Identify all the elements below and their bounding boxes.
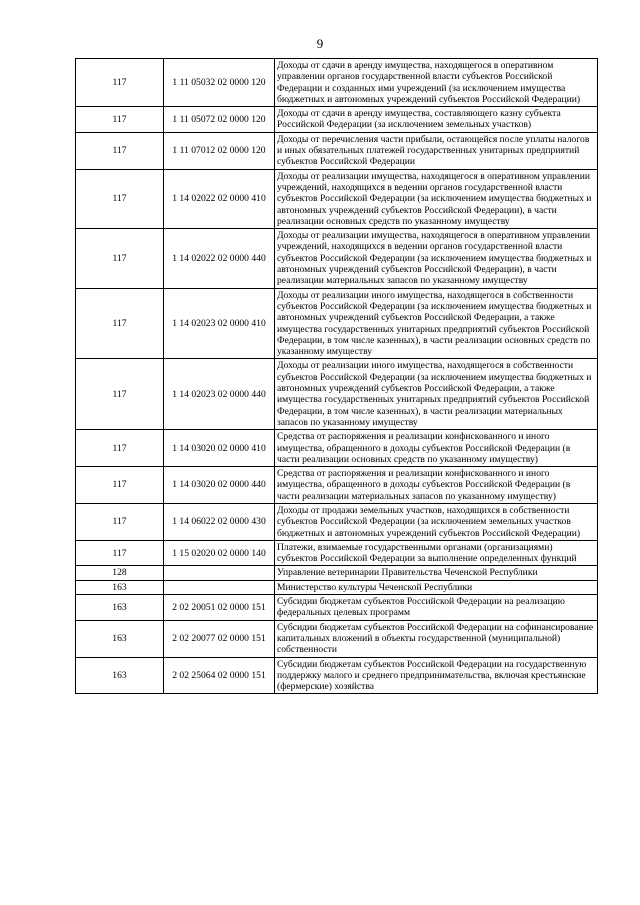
revenue-code-cell: 1 14 03020 02 0000 410 (164, 430, 275, 467)
revenue-code-cell: 2 02 20077 02 0000 151 (164, 620, 275, 657)
revenue-code-cell: 1 15 02020 02 0000 140 (164, 540, 275, 566)
table-row (76, 620, 598, 657)
table-row (76, 132, 598, 169)
admin-code-cell: 163 (76, 580, 164, 594)
revenue-code-cell: 1 11 05072 02 0000 120 (164, 107, 275, 133)
table-row (76, 107, 598, 133)
admin-code-cell: 117 (76, 359, 164, 430)
revenue-code-cell: 1 14 02022 02 0000 440 (164, 229, 275, 288)
admin-code-cell: 117 (76, 467, 164, 504)
revenue-code-cell: 1 11 05032 02 0000 120 (164, 59, 275, 107)
table-row (76, 430, 598, 467)
table-row (76, 503, 598, 540)
revenue-name-cell: Средства от распоряжения и реализации конфискованного и иного имущества, обращенного в доходы субъектов Российской Федерации (в части реализации основных средств по указанному имуществу) (275, 430, 598, 467)
table-row (76, 467, 598, 504)
table-row (76, 359, 598, 430)
table-row (76, 566, 598, 580)
revenue-code-cell: 1 14 02023 02 0000 440 (164, 359, 275, 430)
revenue-name-cell: Министерство культуры Чеченской Республики (275, 580, 598, 594)
revenue-name-cell: Доходы от перечисления части прибыли, остающейся после уплаты налогов и иных обязательных платежей государственных унитарных предприятий субъектов Российской Федерации (275, 132, 598, 169)
revenue-name-cell: Доходы от реализации иного имущества, находящегося в собственности субъектов Российской Федерации (за исключением имущества бюджетных и автономных учреждений субъектов Российской Федерации, а также имущества государственных унитарных предприятий субъектов Российской Федерации, в том числе казенных), в части реализации основных средств по указанному имуществу (275, 288, 598, 359)
admin-code-cell: 117 (76, 59, 164, 107)
revenue-code-cell (164, 566, 275, 580)
table-row (76, 59, 598, 107)
table-row (76, 580, 598, 594)
admin-code-cell: 117 (76, 229, 164, 288)
admin-code-cell: 117 (76, 430, 164, 467)
admin-code-cell: 163 (76, 595, 164, 621)
revenue-code-cell: 1 11 07012 02 0000 120 (164, 132, 275, 169)
revenue-code-cell: 1 14 03020 02 0000 440 (164, 467, 275, 504)
revenue-code-cell: 2 02 20051 02 0000 151 (164, 595, 275, 621)
table-row (76, 229, 598, 288)
admin-code-cell: 128 (76, 566, 164, 580)
admin-code-cell: 117 (76, 132, 164, 169)
revenue-name-cell: Средства от распоряжения и реализации конфискованного и иного имущества, обращенного в доходы субъектов Российской Федерации (в части реализации материальных запасов по указанному имуществу) (275, 467, 598, 504)
revenue-name-cell: Субсидии бюджетам субъектов Российской Федерации на реализацию федеральных целевых программ (275, 595, 598, 621)
revenue-name-cell: Субсидии бюджетам субъектов Российской Федерации на софинансирование капитальных вложений в объекты государственной (муниципальной) собственности (275, 620, 598, 657)
revenue-code-cell: 1 14 02023 02 0000 410 (164, 288, 275, 359)
revenue-name-cell: Доходы от продажи земельных участков, находящихся в собственности субъектов Российской Федерации (за исключением земельных участков бюджетных и автономных учреждений субъектов Российской Федерации) (275, 503, 598, 540)
admin-code-cell: 163 (76, 657, 164, 694)
admin-code-cell: 117 (76, 107, 164, 133)
page-number: 9 (316, 36, 324, 51)
revenue-code-cell: 2 02 25064 02 0000 151 (164, 657, 275, 694)
table-row (76, 169, 598, 228)
admin-code-cell: 117 (76, 540, 164, 566)
admin-code-cell: 117 (76, 169, 164, 228)
revenue-code-cell (164, 580, 275, 594)
revenue-name-cell: Доходы от сдачи в аренду имущества, составляющего казну субъекта Российской Федерации (за исключением земельных участков) (275, 107, 598, 133)
revenue-name-cell: Платежи, взимаемые государственными органами (организациями) субъектов Российской Федерации за выполнение определенных функций (275, 540, 598, 566)
revenue-codes-table (75, 58, 598, 694)
table-row (76, 595, 598, 621)
revenue-code-cell: 1 14 06022 02 0000 430 (164, 503, 275, 540)
table-row (76, 657, 598, 694)
revenue-name-cell: Доходы от сдачи в аренду имущества, находящегося в оперативном управлении органов государственной власти субъектов Российской Федерации и созданных ими учреждений (за исключением имущества бюджетных и автономных учреждений субъектов Российской Федерации) (275, 59, 598, 107)
admin-code-cell: 117 (76, 503, 164, 540)
admin-code-cell: 117 (76, 288, 164, 359)
table-row (76, 540, 598, 566)
revenue-name-cell: Управление ветеринарии Правительства Чеченской Республики (275, 566, 598, 580)
revenue-code-cell: 1 14 02022 02 0000 410 (164, 169, 275, 228)
revenue-name-cell: Доходы от реализации имущества, находящегося в оперативном управлении учреждений, находящихся в ведении органов государственной власти субъектов Российской Федерации (за исключением имущества бюджетных и автономных учреждений субъектов Российской Федерации), в части реализации основных средств по указанному имуществу (275, 169, 598, 228)
admin-code-cell: 163 (76, 620, 164, 657)
table-row (76, 288, 598, 359)
revenue-name-cell: Субсидии бюджетам субъектов Российской Федерации на государственную поддержку малого и среднего предпринимательства, включая крестьянские (фермерские) хозяйства (275, 657, 598, 694)
revenue-name-cell: Доходы от реализации имущества, находящегося в оперативном управлении учреждений, находящихся в ведении органов государственной власти субъектов Российской Федерации (за исключением имущества бюджетных и автономных учреждений субъектов Российской Федерации), в части реализации материальных запасов по указанному имуществу (275, 229, 598, 288)
revenue-name-cell: Доходы от реализации иного имущества, находящегося в собственности субъектов Российской Федерации (за исключением имущества бюджетных и автономных учреждений субъектов Российской Федерации, а также имущества государственных унитарных предприятий субъектов Российской Федерации, в том числе казенных), в части реализации материальных запасов по указанному имуществу (275, 359, 598, 430)
